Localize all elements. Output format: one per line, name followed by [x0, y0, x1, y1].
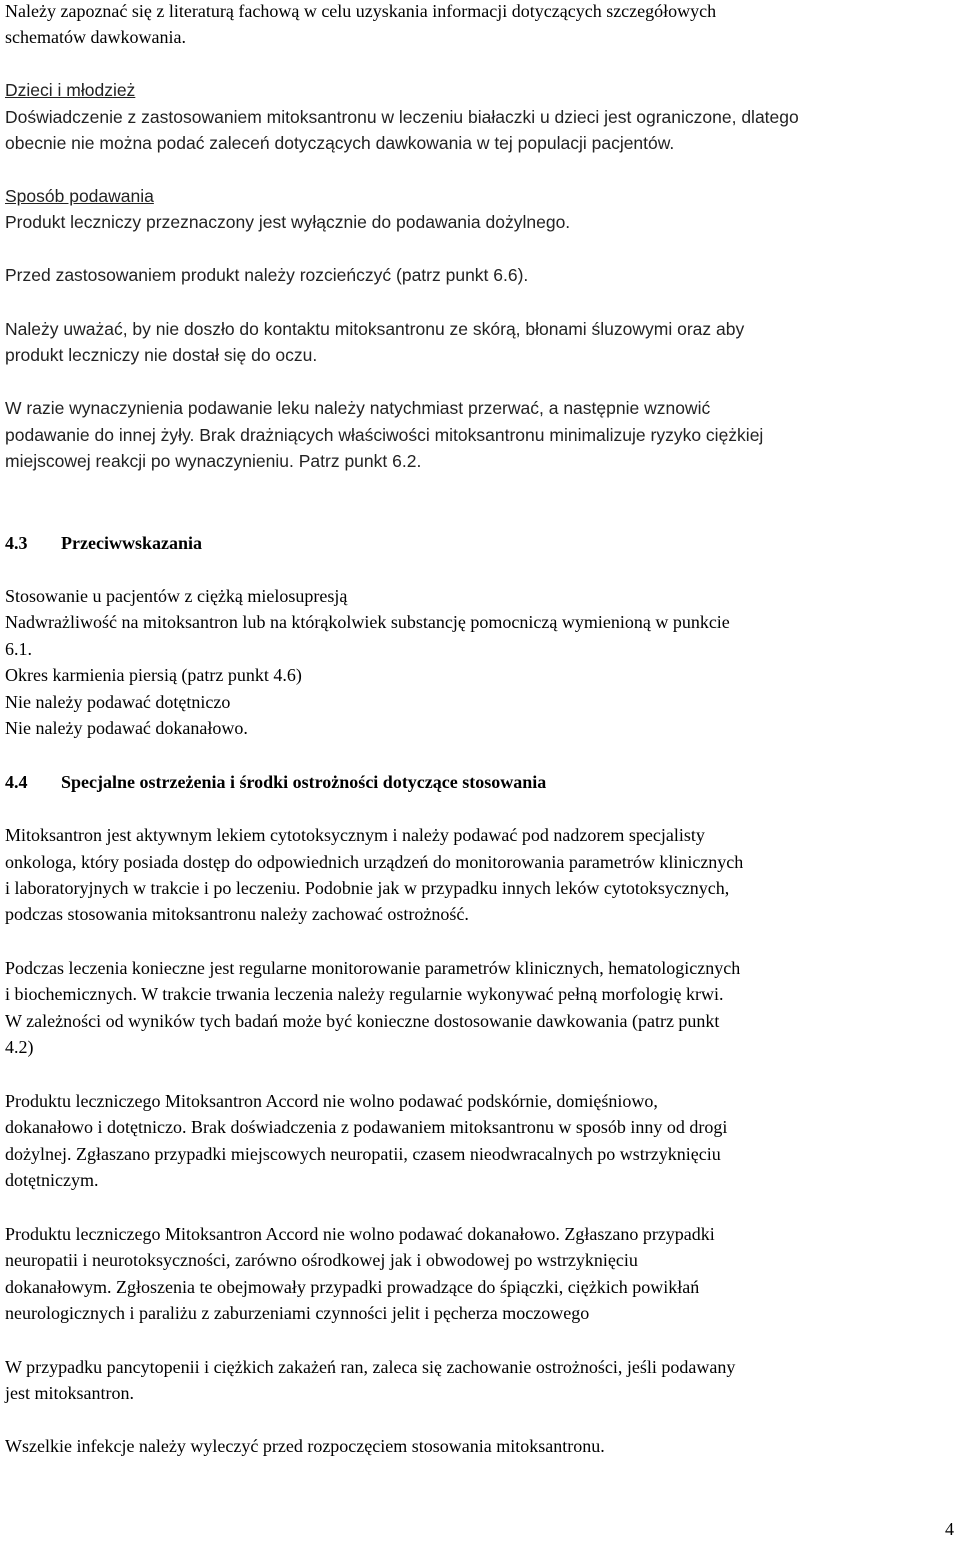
section-4-4-heading [5, 771, 546, 793]
warnings-p4-line-3: dokanałowym. Zgłoszenia te obejmowały przypadki prowadzące do śpiączki, ciężkich powikłań [5, 1277, 700, 1297]
contraindication-line-4: Okres karmienia piersią (patrz punkt 4.6) [5, 665, 302, 685]
administration-heading: Sposób podawania [5, 186, 154, 206]
warnings-p1-line-2: onkologa, który posiada dostęp do odpowiednich urządzeń do monitorowania parametrów klinicznych [5, 852, 744, 872]
warnings-p4-line-1: Produktu leczniczego Mitoksantron Accord nie wolno podawać dokanałowo. Zgłaszano przypadki [5, 1224, 715, 1244]
warnings-p3-line-3: dożylnej. Zgłaszano przypadki miejscowych neuropatii, czasem nieodwracalnych po wstrzyknięciu [5, 1144, 721, 1164]
section-4-3-heading [5, 532, 202, 554]
administration-p4-line-1: W razie wynaczynienia podawanie leku należy natychmiast przerwać, a następnie wznowić [5, 398, 711, 418]
administration-p3-line-1: Należy uważać, by nie doszło do kontaktu mitoksantronu ze skórą, błonami śluzowymi oraz aby [5, 319, 745, 339]
warnings-p5-line-2: jest mitoksantron. [5, 1383, 134, 1403]
warnings-p1-line-4: podczas stosowania mitoksantronu należy zachować ostrożność. [5, 904, 469, 924]
contraindication-line-6: Nie należy podawać dokanałowo. [5, 718, 248, 738]
administration-p4-line-3: miejscowej reakcji po wynaczynieniu. Patrz punkt 6.2. [5, 451, 422, 471]
contraindication-line-1: Stosowanie u pacjentów z ciężką mielosupresją [5, 586, 348, 606]
warnings-p2-line-4: 4.2) [5, 1037, 34, 1057]
contraindication-line-2: Nadwrażliwość na mitoksantron lub na którąkolwiek substancję pomocniczą wymienioną w punkcie [5, 612, 730, 632]
warnings-p2-line-1: Podczas leczenia konieczne jest regularne monitorowanie parametrów klinicznych, hematologicznych [5, 958, 741, 978]
warnings-p4-line-4: neurologicznych i paraliżu z zaburzeniami czynności jelit i pęcherza moczowego [5, 1303, 590, 1323]
administration-p3-line-2: produkt leczniczy nie dostał się do oczu. [5, 345, 318, 365]
administration-paragraph-1: Produkt leczniczy przeznaczony jest wyłącznie do podawania dożylnego. [5, 212, 571, 232]
warnings-p4-line-2: neuropatii i neurotoksyczności, zarówno ośrodkowej jak i obwodowej po wstrzyknięciu [5, 1250, 638, 1270]
warnings-p3-line-1: Produktu leczniczego Mitoksantron Accord nie wolno podawać podskórnie, domięśniowo, [5, 1091, 658, 1111]
contraindication-line-3: 6.1. [5, 639, 32, 659]
warnings-p1-line-3: i laboratoryjnych w trakcie i po leczeniu. Podobnie jak w przypadku innych leków cytotoksycznych, [5, 878, 730, 898]
warnings-p3-line-2: dokanałowo i dotętniczo. Brak doświadczenia z podawaniem mitoksantronu w sposób inny od drogi [5, 1117, 728, 1137]
administration-p4-line-2: podawanie do innej żyły. Brak drażniących właściwości mitoksantronu minimalizuje ryzyko ciężkiej [5, 425, 764, 445]
children-heading: Dzieci i młodzież [5, 80, 136, 100]
warnings-p6: Wszelkie infekcje należy wyleczyć przed rozpoczęciem stosowania mitoksantronu. [5, 1436, 605, 1456]
section-title: Przeciwwskazania [61, 533, 202, 553]
administration-paragraph-2: Przed zastosowaniem produkt należy rozcieńczyć (patrz punkt 6.6). [5, 265, 529, 285]
warnings-p3-line-4: dotętniczym. [5, 1170, 99, 1190]
warnings-p2-line-3: W zależności od wyników tych badań może być konieczne dostosowanie dawkowania (patrz punkt [5, 1011, 720, 1031]
warnings-p2-line-2: i biochemicznych. W trakcie trwania leczenia należy regularnie wykonywać pełną morfologię krwi. [5, 984, 724, 1004]
warnings-p1-line-1: Mitoksantron jest aktywnym lekiem cytotoksycznym i należy podawać pod nadzorem specjalisty [5, 825, 705, 845]
section-number: 4.3 [5, 533, 28, 553]
children-line-2: obecnie nie można podać zaleceń dotyczących dawkowania w tej populacji pacjentów. [5, 133, 675, 153]
children-line-1: Doświadczenie z zastosowaniem mitoksantronu w leczeniu białaczki u dzieci jest ograniczone, dlatego [5, 107, 799, 127]
section-title: Specjalne ostrzeżenia i środki ostrożności dotyczące stosowania [61, 772, 547, 792]
intro-line-2: schematów dawkowania. [5, 27, 186, 47]
intro-line-1: Należy zapoznać się z literaturą fachową w celu uzyskania informacji dotyczących szczegółowych [5, 1, 717, 21]
warnings-p5-line-1: W przypadku pancytopenii i ciężkich zakażeń ran, zaleca się zachowanie ostrożności, jeśli podawany [5, 1357, 736, 1377]
page-number: 4 [945, 1519, 954, 1539]
contraindication-line-5: Nie należy podawać dotętniczo [5, 692, 231, 712]
section-number: 4.4 [5, 772, 28, 792]
